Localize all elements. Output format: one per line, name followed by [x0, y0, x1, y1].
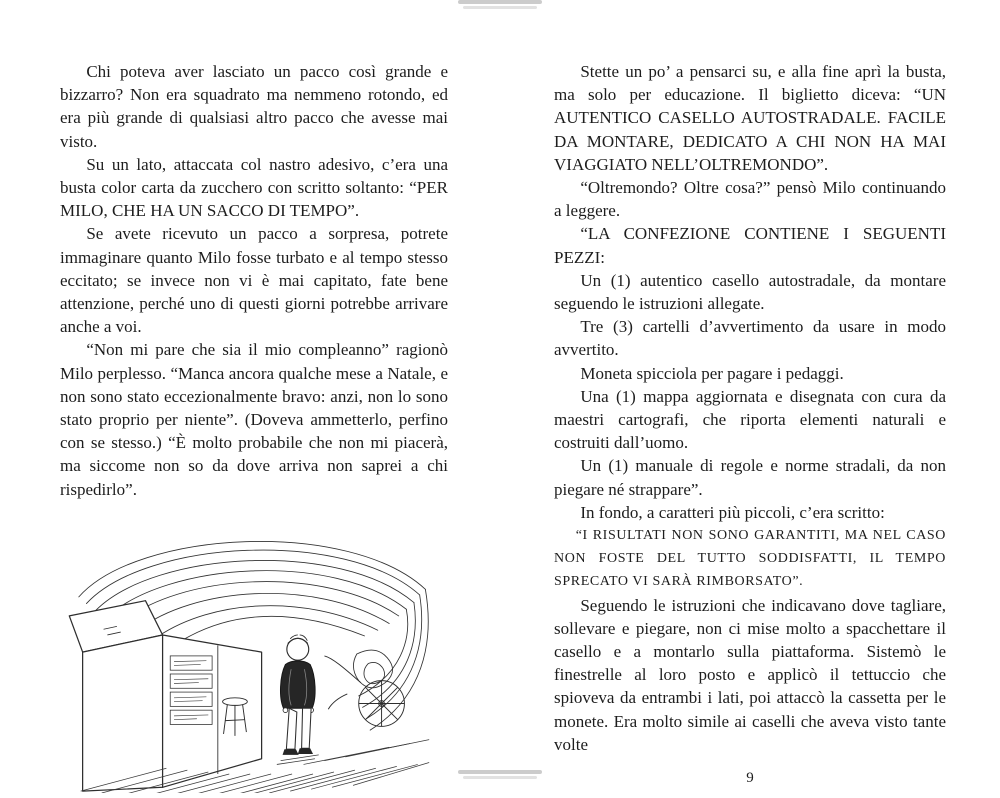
- paragraph: Chi poteva aver lasciato un pacco così grande e bizzarro? Non era squadrato ma nemmeno rotondo, ed era più grande di qualsiasi altro pacco che avesse mai visto.: [60, 62, 448, 151]
- paragraph: “Non mi pare che sia il mio compleanno” ragionò Milo perplesso. “Manca ancora qualche mese a Natale, e non sono stato eccezionalmente bravo: anzi, non lo sono stato proprio per niente”. (Doveva ammetterlo, perfino con se stesso.) “È molto probabile che non mi piacerà, ma siccome non so da dove arriva non saprei a chi rispedirlo”.: [60, 340, 448, 499]
- paragraph: “LA CONFEZIONE CONTIENE I SEGUENTI PEZZI:: [554, 224, 946, 267]
- right-page: [554, 60, 946, 787]
- paragraph: Seguendo le istruzioni che indicavano dove tagliare, sollevare e piegare, non ci mise molto a spacchettare il casello e a montarlo sulla piattaforma. Sistemò le finestrelle al loro posto e applicò il tettuccio che spioveva da entrambi i lati, poi attaccò la cassetta per le monete. Era molto simile ai caselli che aveva visto tante volte: [554, 595, 946, 754]
- paragraph-fineprint: “I RISULTATI NON SONO GARANTITI, MA NEL CASO NON FOSTE DEL TUTTO SODDISFATTI, IL TEMPO SPRECATO VI SARÀ RIMBORSATO”.: [554, 528, 946, 590]
- paragraph: Tre (3) cartelli d’avvertimento da usare in modo avvertito.: [554, 317, 946, 360]
- paragraph: Se avete ricevuto un pacco a sorpresa, potrete immaginare quanto Milo fosse turbato e al tempo stesso eccitato; se invece non vi è mai capitato, fate bene attenzione, perché uno di questi giorni potrebbe arrivare anche a voi.: [60, 224, 448, 337]
- paragraph: Una (1) mappa aggiornata e disegnata con cura da maestri cartografi, che riporta elementi naturali e costruiti dall’uomo.: [554, 386, 946, 453]
- paragraph: Un (1) manuale di regole e norme stradali, da non piegare né strappare”.: [554, 456, 946, 499]
- illustration-milo-package: [60, 515, 448, 798]
- page-number: 9: [746, 770, 754, 787]
- page-edge-mark-bottom: [458, 770, 542, 774]
- page-edge-mark-bottom-2: [463, 776, 537, 779]
- paragraph: Su un lato, attaccata col nastro adesivo, c’era una busta color carta da zucchero con scritto soltanto: “PER MILO, CHE HA UN SACCO DI TEMPO”.: [60, 154, 448, 221]
- paragraph: Stette un po’ a pensarci su, e alla fine aprì la busta, ma solo per educazione. Il biglietto diceva: “UN AUTENTICO CASELLO AUTOSTRADALE. FACILE DA MONTARE, DEDICATO A CHI NON HA MAI VIAGGIATO NELL’OLTREMONDO”.: [554, 62, 946, 174]
- left-page: [60, 60, 448, 798]
- paragraph: “Oltremondo? Oltre cosa?” pensò Milo continuando a leggere.: [554, 178, 946, 221]
- paragraph: In fondo, a caratteri più piccoli, c’era scritto:: [580, 502, 885, 522]
- paragraph: Un (1) autentico casello autostradale, da montare seguendo le istruzioni allegate.: [554, 270, 946, 314]
- illustration-drawing: [66, 515, 442, 793]
- page-edge-mark-top: [458, 0, 542, 4]
- paragraph: Moneta spicciola per pagare i pedaggi.: [580, 363, 844, 383]
- page-edge-mark-top-2: [463, 6, 537, 9]
